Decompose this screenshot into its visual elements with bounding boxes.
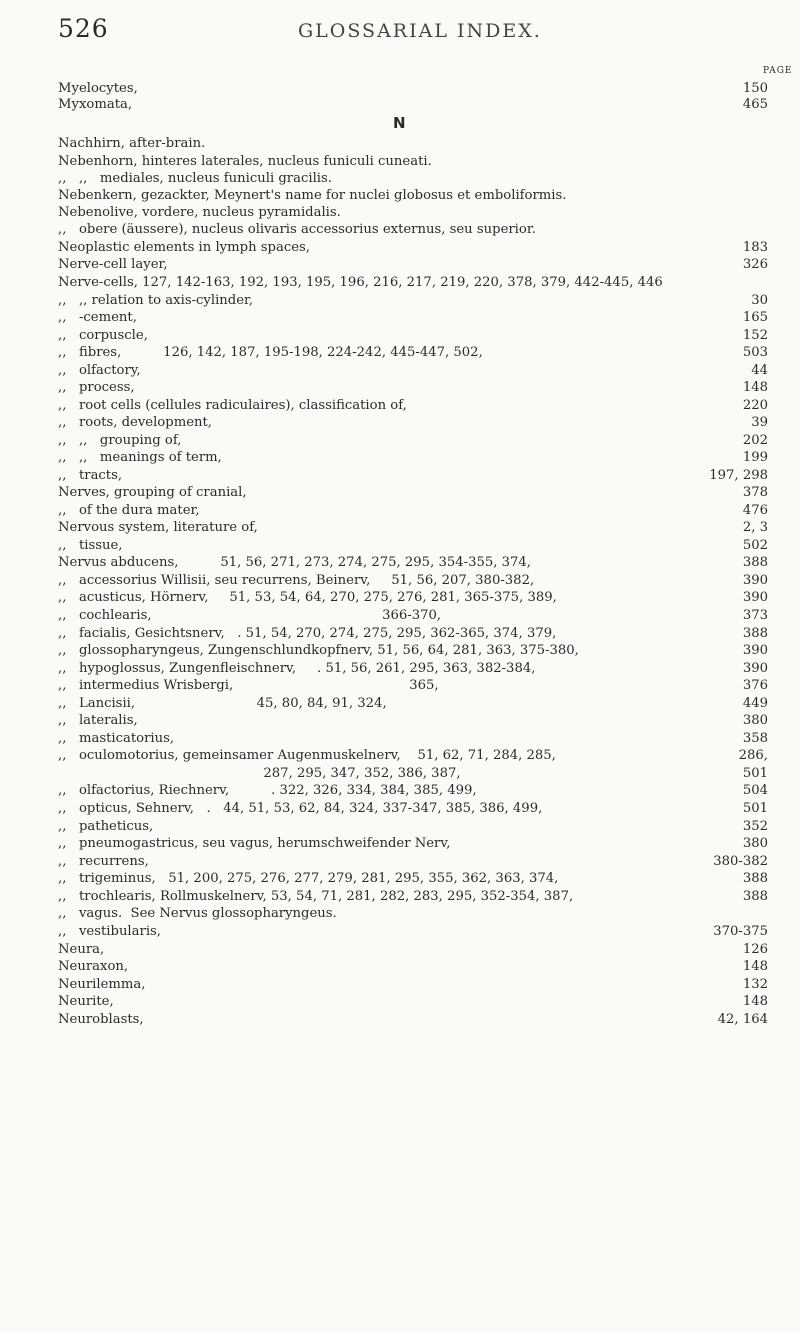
index-term: ,, recurrens, — [58, 854, 149, 869]
index-entry — [58, 905, 768, 923]
index-entry — [58, 695, 768, 713]
index-pages: 449 — [742, 696, 768, 711]
index-pages: 501 — [742, 801, 768, 816]
index-term: Nebenkern, gezackter, Meynert's name for nuclei globosus et emboliformis. — [58, 188, 567, 203]
index-pages: 388 — [742, 889, 768, 904]
index-term: Neurilemma, — [58, 977, 146, 992]
index-pages: 388 — [742, 871, 768, 886]
index-entry — [58, 660, 768, 678]
index-entry — [58, 835, 768, 853]
index-pages: 148 — [742, 959, 768, 974]
index-term: ,, facialis, Gesichtsnerv, . 51, 54, 270, 274, 275, 295, 362-365, 374, 379, — [58, 626, 557, 641]
index-entry — [58, 1011, 768, 1029]
index-pages: 44 — [751, 363, 768, 378]
index-entry — [58, 853, 768, 871]
index-term: ,, cochlearis, 366-370, — [58, 608, 442, 623]
index-entry — [58, 519, 768, 537]
index-entry — [58, 256, 768, 274]
index-pages: 380 — [742, 713, 768, 728]
index-pages: 152 — [742, 328, 768, 343]
index-pages: 390 — [742, 661, 768, 676]
index-term: ,, obere (äussere), nucleus olivaris accessorius externus, seu superior. — [58, 222, 536, 237]
index-pages: 503 — [742, 345, 768, 360]
index-pages: 165 — [742, 310, 768, 325]
index-term: Neuraxon, — [58, 959, 129, 974]
index-term: ,, -cement, — [58, 310, 137, 325]
index-entry — [58, 800, 768, 818]
index-entry — [58, 397, 768, 415]
index-term: ,, vagus. See Nervus glossopharyngeus. — [58, 906, 337, 921]
index-entry — [58, 414, 768, 432]
index-entry — [58, 765, 768, 783]
index-entry — [58, 993, 768, 1011]
index-term: Nerve-cells, 127, 142-163, 192, 193, 195, 196, 216, 217, 219, 220, 378, 379, 442-445, 446 — [58, 275, 663, 290]
index-term: ,, glossopharyngeus, Zungenschlundkopfnerv, 51, 56, 64, 281, 363, 375-380, — [58, 643, 579, 658]
index-pages: 2, 3 — [742, 520, 768, 535]
index-term: ,, tissue, — [58, 538, 123, 553]
index-entry — [58, 888, 768, 906]
index-pages: 42, 164 — [717, 1012, 768, 1027]
index-pages: 352 — [742, 819, 768, 834]
index-pages: 465 — [742, 97, 768, 112]
index-pages: 380-382 — [713, 854, 768, 869]
index-entry — [58, 432, 768, 450]
index-pages: 504 — [742, 783, 768, 798]
index-entry — [58, 379, 768, 397]
index-term: Neuroblasts, — [58, 1012, 144, 1027]
index-pages: 30 — [751, 293, 768, 308]
index-entry — [58, 712, 768, 730]
index-pages: 220 — [742, 398, 768, 413]
index-entry — [58, 467, 768, 485]
index-term: ,, opticus, Sehnerv, . 44, 51, 53, 62, 84, 324, 337-347, 385, 386, 499, — [58, 801, 543, 816]
index-entry — [58, 958, 768, 976]
index-term: ,, corpuscle, — [58, 328, 148, 343]
index-term: Neoplastic elements in lymph spaces, — [58, 240, 310, 255]
index-pages: 370-375 — [713, 924, 768, 939]
index-term: ,, tracts, — [58, 468, 123, 483]
index-term: ,, patheticus, — [58, 819, 154, 834]
index-pages: 502 — [742, 538, 768, 553]
index-term: 287, 295, 347, 352, 386, 387, — [58, 766, 461, 781]
index-term: ,, roots, development, — [58, 415, 212, 430]
index-term: ,, oculomotorius, gemeinsamer Augenmuskelnerv, 51, 62, 71, 284, 285, — [58, 748, 556, 763]
index-pages: 286, — [738, 748, 768, 763]
index-pages: 376 — [742, 678, 768, 693]
index-entry — [58, 362, 768, 380]
index-term: Myelocytes, — [58, 81, 138, 96]
index-term: ,, ,, mediales, nucleus funiculi gracilis. — [58, 171, 332, 186]
index-term: ,, of the dura mater, — [58, 503, 200, 518]
index-term: ,, accessorius Willisii, seu recurrens, Beinerv, 51, 56, 207, 380-382, — [58, 573, 535, 588]
index-entry — [58, 135, 768, 153]
index-term: ,, intermedius Wrisbergi, 365, — [58, 678, 439, 693]
index-entry — [58, 923, 768, 941]
index-entry — [58, 204, 768, 222]
index-term: Nebenolive, vordere, nucleus pyramidalis. — [58, 205, 341, 220]
index-entry — [58, 344, 768, 362]
index-entry — [58, 187, 768, 205]
index-pages: 126 — [742, 942, 768, 957]
page-column-label: PAGE — [763, 66, 793, 76]
index-pages: 183 — [742, 240, 768, 255]
index-term: ,, ,, grouping of, — [58, 433, 182, 448]
index-entry — [58, 730, 768, 748]
index-entry — [58, 292, 768, 310]
index-pages: 358 — [742, 731, 768, 746]
index-term: Nerve-cell layer, — [58, 257, 168, 272]
index-entry — [58, 96, 768, 114]
index-entry — [58, 870, 768, 888]
index-pages: 378 — [742, 485, 768, 500]
index-term: ,, hypoglossus, Zungenfleischnerv, . 51, 56, 261, 295, 363, 382-384, — [58, 661, 536, 676]
section-letter: N — [393, 114, 406, 132]
index-term: ,, root cells (cellules radiculaires), classification of, — [58, 398, 407, 413]
page-number: 526 — [58, 14, 109, 43]
index-entry — [58, 677, 768, 695]
index-term: ,, masticatorius, — [58, 731, 175, 746]
index-entry — [58, 642, 768, 660]
index-pages: 390 — [742, 643, 768, 658]
index-pages: 390 — [742, 590, 768, 605]
index-entry — [58, 818, 768, 836]
index-entry — [58, 589, 768, 607]
index-entry — [58, 607, 768, 625]
index-term: ,, process, — [58, 380, 135, 395]
index-term: ,, fibres, 126, 142, 187, 195-198, 224-242, 445-447, 502, — [58, 345, 483, 360]
index-term: Neurite, — [58, 994, 114, 1009]
index-entry — [58, 572, 768, 590]
index-entry — [58, 449, 768, 467]
index-term: Nervous system, literature of, — [58, 520, 258, 535]
index-pages: 39 — [751, 415, 768, 430]
index-entry — [58, 309, 768, 327]
index-pages: 501 — [742, 766, 768, 781]
index-pages: 373 — [742, 608, 768, 623]
index-term: ,, trochlearis, Rollmuskelnerv, 53, 54, 71, 281, 282, 283, 295, 352-354, 387, — [58, 889, 574, 904]
index-pages: 388 — [742, 626, 768, 641]
index-term: ,, ,, meanings of term, — [58, 450, 222, 465]
index-term: ,, vestibularis, — [58, 924, 161, 939]
index-term: Nebenhorn, hinteres laterales, nucleus funiculi cuneati. — [58, 154, 432, 169]
index-pages: 326 — [742, 257, 768, 272]
index-entry — [58, 976, 768, 994]
index-entry — [58, 221, 768, 239]
index-entry — [58, 625, 768, 643]
index-entry — [58, 782, 768, 800]
index-pages: 476 — [742, 503, 768, 518]
index-pages: 150 — [742, 81, 768, 96]
index-entry — [58, 239, 768, 257]
index-pages: 132 — [742, 977, 768, 992]
index-term: Myxomata, — [58, 97, 133, 112]
index-entry — [58, 554, 768, 572]
index-entry — [58, 941, 768, 959]
index-entry — [58, 502, 768, 520]
index-pages: 388 — [742, 555, 768, 570]
index-entry — [58, 153, 768, 171]
index-term: Nervus abducens, 51, 56, 271, 273, 274, 275, 295, 354-355, 374, — [58, 555, 531, 570]
index-term: Nachhirn, after-brain. — [58, 136, 206, 151]
index-term: ,, Lancisii, 45, 80, 84, 91, 324, — [58, 696, 387, 711]
index-term: ,, ,, relation to axis-cylinder, — [58, 293, 254, 308]
index-entry — [58, 747, 768, 765]
index-term: ,, lateralis, — [58, 713, 138, 728]
index-pages: 148 — [742, 380, 768, 395]
index-term: Nerves, grouping of cranial, — [58, 485, 247, 500]
index-term: ,, acusticus, Hörnerv, 51, 53, 54, 64, 270, 275, 276, 281, 365-375, 389, — [58, 590, 557, 605]
index-term: ,, pneumogastricus, seu vagus, herumschweifender Nerv, — [58, 836, 451, 851]
index-pages: 197, 298 — [709, 468, 768, 483]
index-pages: 202 — [742, 433, 768, 448]
index-term: Neura, — [58, 942, 105, 957]
index-pages: 390 — [742, 573, 768, 588]
index-entry — [58, 537, 768, 555]
page-header — [0, 14, 800, 54]
index-entry — [58, 170, 768, 188]
running-title: GLOSSARIAL INDEX. — [298, 20, 542, 42]
index-term: ,, trigeminus, 51, 200, 275, 276, 277, 279, 281, 295, 355, 362, 363, 374, — [58, 871, 559, 886]
index-entry — [58, 327, 768, 345]
index-pages: 380 — [742, 836, 768, 851]
index-term: ,, olfactory, — [58, 363, 141, 378]
index-term: ,, olfactorius, Riechnerv, . 322, 326, 334, 384, 385, 499, — [58, 783, 477, 798]
index-pages: 148 — [742, 994, 768, 1009]
index-pages: 199 — [742, 450, 768, 465]
index-entry — [58, 484, 768, 502]
index-entry — [58, 274, 768, 292]
